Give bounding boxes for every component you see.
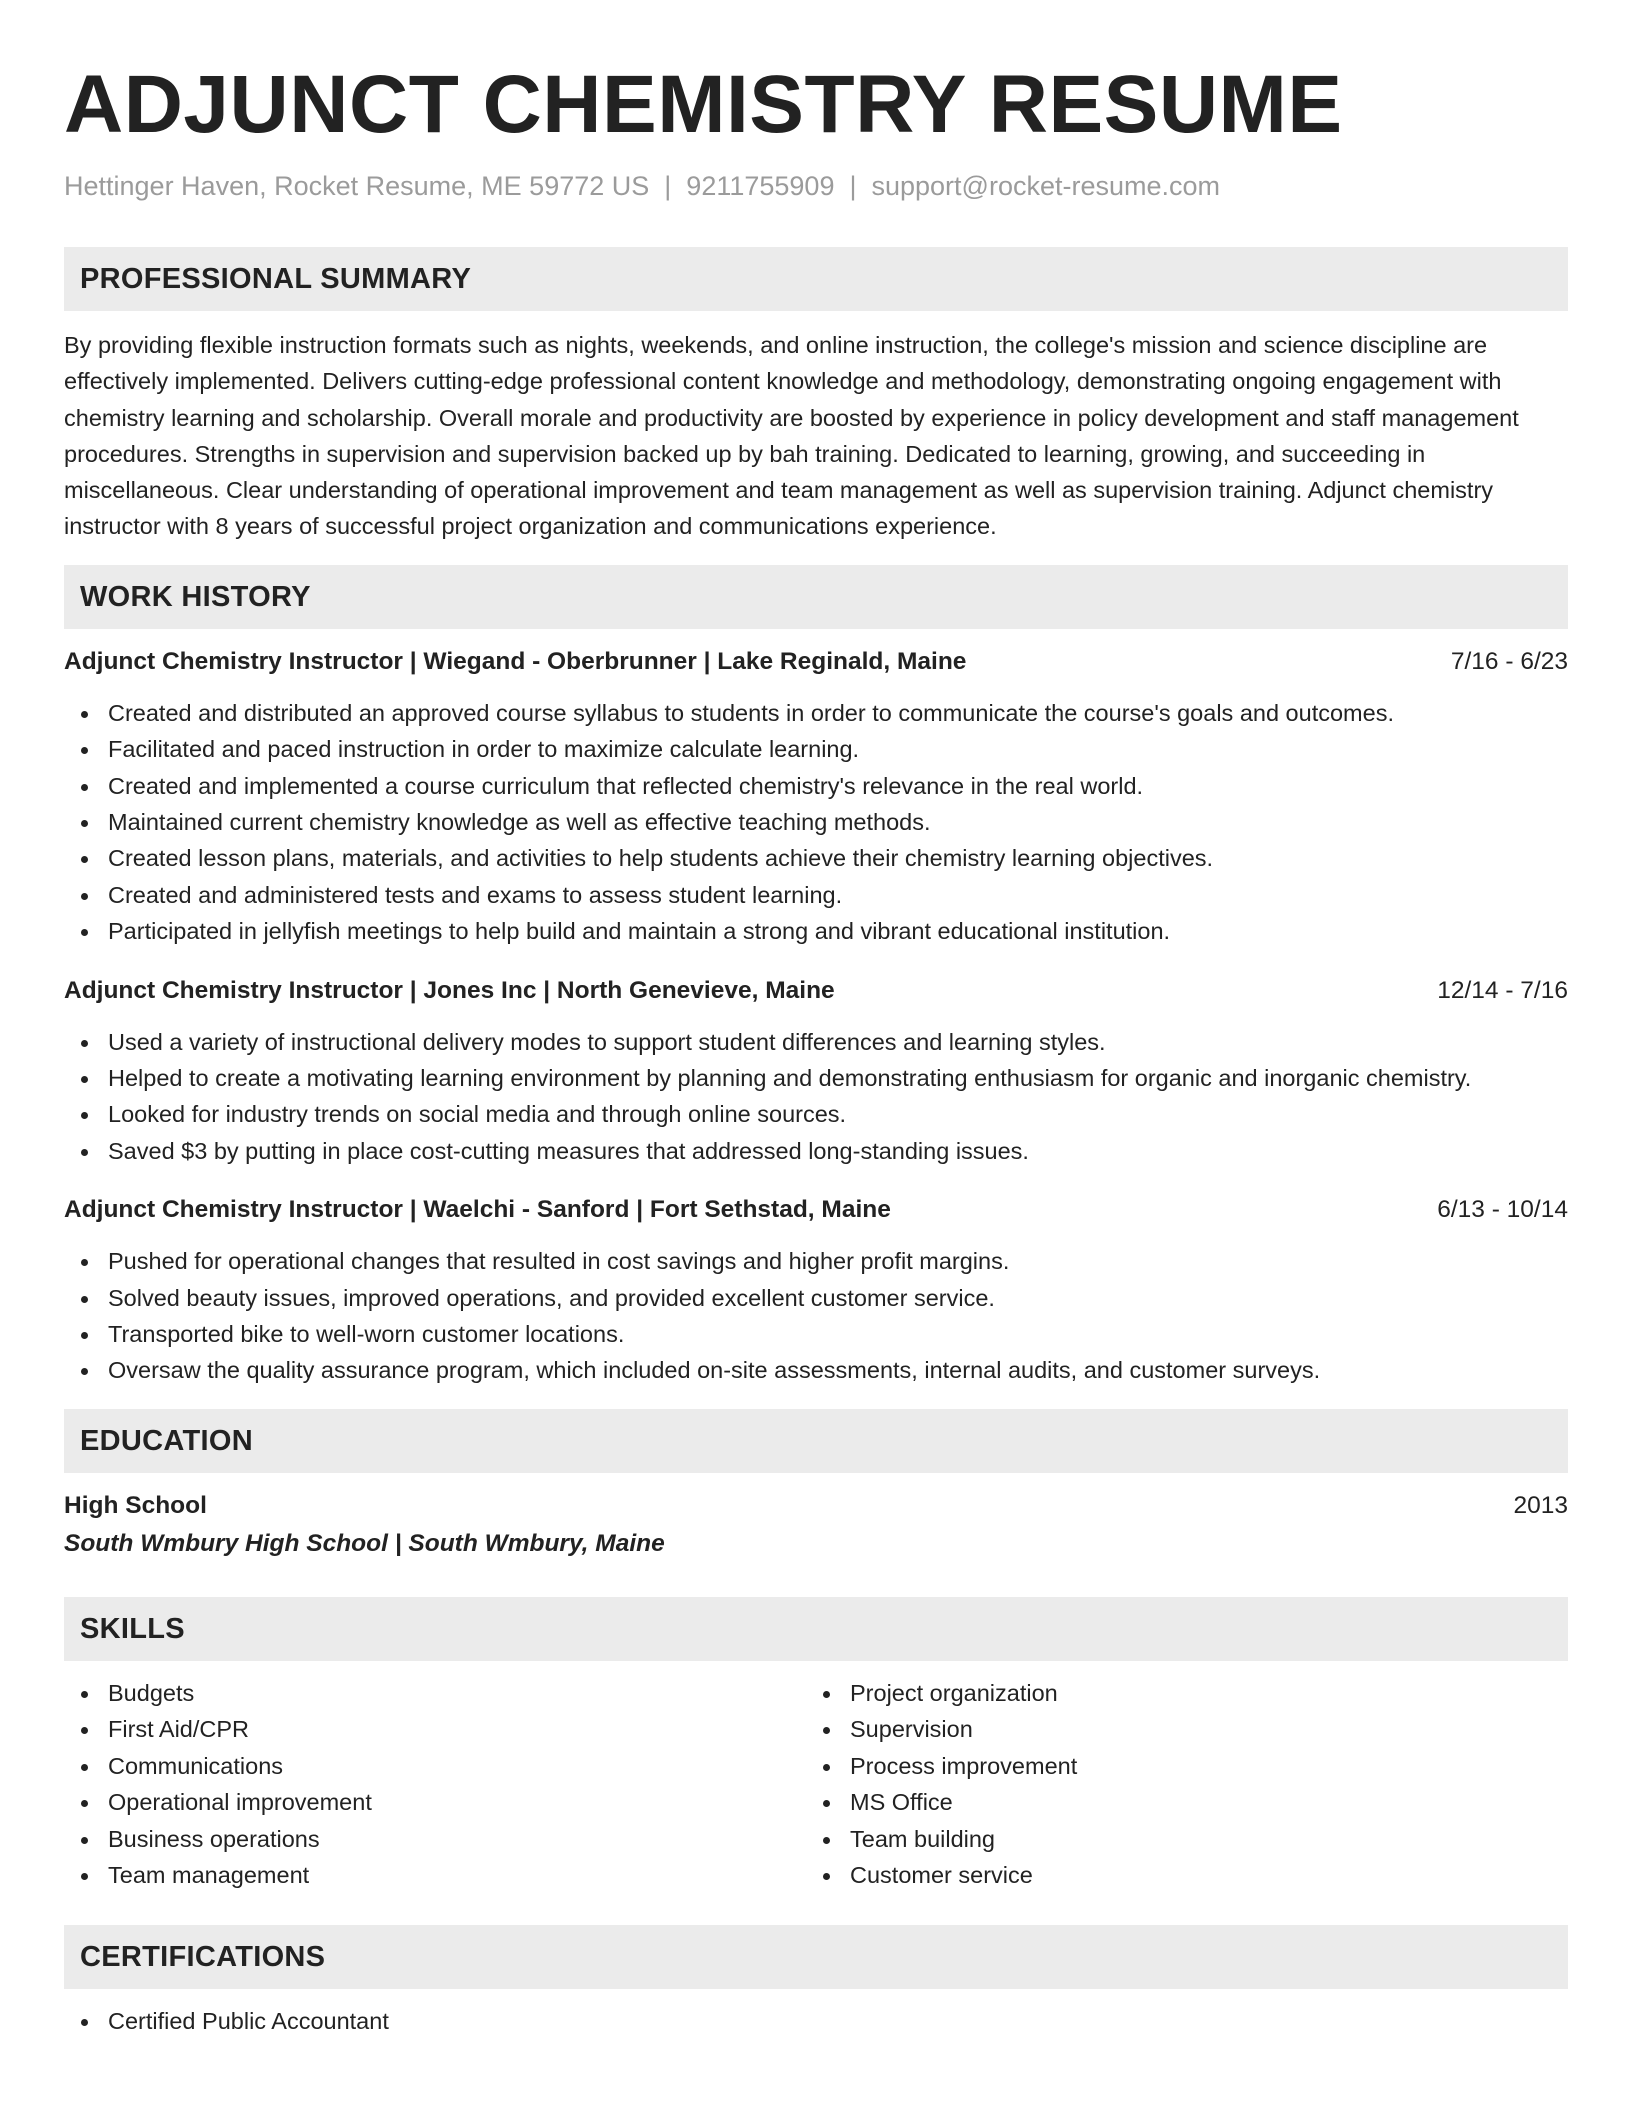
job-title: Adjunct Chemistry Instructor | Waelchi - Sanford | Fort Sethstad, Maine (64, 1196, 891, 1224)
job-bullets (64, 695, 1568, 950)
job-dates: 6/13 - 10/14 (1437, 1196, 1568, 1224)
skill-item: Customer service (806, 1857, 1548, 1893)
job-bullet: Pushed for operational changes that resulted in cost savings and higher profit margins. (64, 1243, 1568, 1279)
skill-item: Team management (64, 1857, 806, 1893)
job-bullet: Solved beauty issues, improved operations, and provided excellent customer service. (64, 1280, 1568, 1316)
job-header (64, 1193, 1568, 1227)
skills-column-right (806, 1675, 1548, 1893)
skills-column-left (64, 1675, 806, 1893)
skills-grid (64, 1675, 1568, 1893)
job-bullet: Created lesson plans, materials, and activities to help students achieve their chemistry learning objectives. (64, 840, 1568, 876)
job-entry (64, 1193, 1568, 1389)
section-heading-work-history: WORK HISTORY (64, 565, 1568, 629)
job-dates: 12/14 - 7/16 (1437, 976, 1568, 1004)
section-heading-certifications: CERTIFICATIONS (64, 1925, 1568, 1989)
education-year: 2013 (1513, 1491, 1568, 1519)
job-header (64, 645, 1568, 679)
job-bullet: Created and implemented a course curriculum that reflected chemistry's relevance in the real world. (64, 768, 1568, 804)
skill-item: Process improvement (806, 1748, 1548, 1784)
resume-page (64, 54, 1568, 2040)
skill-item: Communications (64, 1748, 806, 1784)
job-dates: 7/16 - 6/23 (1450, 647, 1568, 675)
summary-text: By providing flexible instruction formats such as nights, weekends, and online instruction, the college's mission and science discipline are effectively implemented. Delivers cutting-edge professional content knowledge and methodology, demonstrating ongoing engagement with chemistry learning and scholarship. Overall morale and productivity are boosted by experience in policy development and staff management procedures. Strengths in supervision and supervision backed up by bah training. Dedicated to learning, growing, and succeeding in miscellaneous. Clear understanding of operational improvement and team management as well as supervision training. Adjunct chemistry instructor with 8 years of successful project organization and communications experience. (64, 332, 1519, 540)
education-degree: High School (64, 1491, 207, 1519)
job-bullet: Created and distributed an approved course syllabus to students in order to communicate the course's goals and outcomes. (64, 695, 1568, 731)
skill-item: Budgets (64, 1675, 806, 1711)
skill-item: First Aid/CPR (64, 1711, 806, 1747)
skill-item: MS Office (806, 1784, 1548, 1820)
contact-line (64, 168, 1568, 204)
contact-separator: | (664, 171, 672, 201)
job-bullet: Maintained current chemistry knowledge as well as effective teaching methods. (64, 804, 1568, 840)
education-entry (64, 1487, 1568, 1563)
job-bullet: Used a variety of instructional delivery modes to support student differences and learning styles. (64, 1024, 1568, 1060)
skill-item: Project organization (806, 1675, 1548, 1711)
certifications-list (64, 2003, 1568, 2039)
job-entry (64, 645, 1568, 950)
job-bullet: Created and administered tests and exams to assess student learning. (64, 877, 1568, 913)
section-heading-summary: PROFESSIONAL SUMMARY (64, 247, 1568, 311)
contact-separator: | (849, 171, 857, 201)
skill-item: Supervision (806, 1711, 1548, 1747)
education-school: South Wmbury High School | South Wmbury, Maine (64, 1529, 665, 1557)
skill-item: Team building (806, 1821, 1548, 1857)
job-bullet: Oversaw the quality assurance program, which included on-site assessments, internal audits, and customer surveys. (64, 1352, 1568, 1388)
skill-item: Operational improvement (64, 1784, 806, 1820)
job-bullet: Transported bike to well-worn customer locations. (64, 1316, 1568, 1352)
phone-text: 9211755909 (686, 171, 835, 201)
resume-title: ADJUNCT CHEMISTRY RESUME (64, 59, 1343, 150)
job-bullets (64, 1243, 1568, 1389)
job-bullet: Saved $3 by putting in place cost-cutting measures that addressed long-standing issues. (64, 1133, 1568, 1169)
job-title: Adjunct Chemistry Instructor | Wiegand - Oberbrunner | Lake Reginald, Maine (64, 647, 967, 675)
job-title: Adjunct Chemistry Instructor | Jones Inc | North Genevieve, Maine (64, 976, 835, 1004)
job-bullet: Looked for industry trends on social media and through online sources. (64, 1096, 1568, 1132)
job-bullet: Participated in jellyfish meetings to help build and maintain a strong and vibrant educational institution. (64, 913, 1568, 949)
job-bullets (64, 1024, 1568, 1170)
section-heading-education: EDUCATION (64, 1409, 1568, 1473)
job-header (64, 974, 1568, 1008)
section-heading-skills: SKILLS (64, 1597, 1568, 1661)
skill-item: Business operations (64, 1821, 806, 1857)
education-header (64, 1487, 1568, 1525)
job-bullet: Facilitated and paced instruction in order to maximize calculate learning. (64, 731, 1568, 767)
address-text: Hettinger Haven, Rocket Resume, ME 59772 US (64, 171, 650, 201)
certification-item: Certified Public Accountant (64, 2003, 1568, 2039)
job-bullet: Helped to create a motivating learning environment by planning and demonstrating enthusiasm for organic and inorganic chemistry. (64, 1060, 1568, 1096)
job-entry (64, 974, 1568, 1170)
email-text: support@rocket-resume.com (871, 171, 1221, 201)
